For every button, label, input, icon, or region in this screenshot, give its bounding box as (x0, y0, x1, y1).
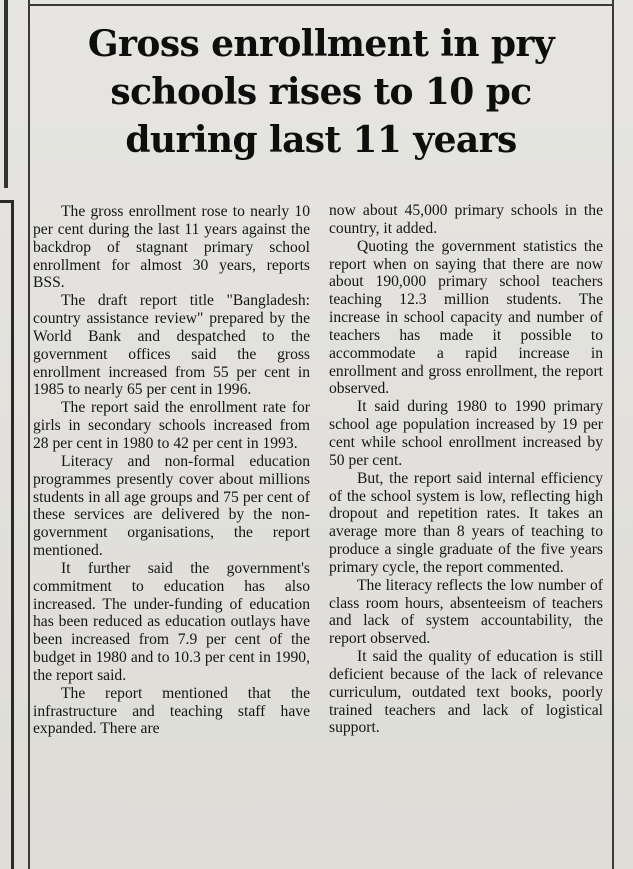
article-paragraph: The draft report title "Bangladesh: country assistance review" prepared by the World Bank and despatched to the government offices said the gross enrollment increased from 55 per cent in 1985 to nearly 65 per cent in 1996. (33, 292, 310, 399)
article-paragraph: Quoting the government statistics the report when on saying that there are now about 190,000 primary school teachers teaching 12.3 million students. The increase in school capacity and number of teachers has made it possible to accommodate a rapid increase in enrollment and gross enrollment, the report observed. (329, 237, 603, 398)
article-paragraph: But, the report said internal efficiency of the school system is low, reflecting high dropout and repetition rates. It takes an average more than 8 years of teaching to produce a single graduate of the five years primary cycle, the report commented. (329, 469, 603, 576)
left-edge-rule (4, 0, 8, 188)
article-paragraph: The report said the enrollment rate for girls in secondary schools increased from 28 per cent in 1980 to 42 per cent in 1993. (33, 399, 310, 452)
article-paragraph: It said the quality of education is still deficient because of the lack of relevance curriculum, outdated text books, poorly trained teachers and lack of logistical support. (329, 648, 603, 737)
article-paragraph: The report mentioned that the infrastructure and teaching staff have expanded. There are (33, 684, 310, 738)
article-paragraph: It further said the government's commitment to education has also increased. The under-funding of education has been reduced as education outlays have been increased from 7.9 per cent of the budget in 1980 and to 10.3 per cent in 1990, the report said. (33, 559, 310, 684)
article-paragraph: now about 45,000 primary schools in the country, it added. (329, 202, 603, 237)
column-rule-right (612, 0, 614, 869)
article-column-left (33, 203, 310, 738)
headline-line-2: schools rises to 10 pc (110, 71, 532, 113)
article-paragraph: The gross enrollment rose to nearly 10 per cent during the last 11 years against the backdrop of stagnant primary school enrollment for almost 30 years, reports BSS. (33, 203, 310, 292)
top-rule (30, 4, 612, 6)
adjacent-column-fragments (621, 0, 633, 869)
headline (30, 20, 612, 164)
article-paragraph: Literacy and non-formal education programmes presently cover about millions students in all age groups and 75 per cent of these services are delivered by the non-government organisations, the report mentioned. (33, 452, 310, 560)
article-paragraph: The literacy reflects the low number of class room hours, absenteeism of teachers and lack of system accountability, the report observed. (329, 576, 603, 648)
left-edge-frame (0, 200, 14, 869)
next-headline-cutoff (30, 857, 612, 869)
article-paragraph: It said during 1980 to 1990 primary school age population increased by 19 per cent while school enrollment increased by 50 per cent. (329, 398, 603, 469)
article-column-right (329, 202, 603, 737)
headline-line-1: Gross enrollment in pry (87, 23, 555, 65)
headline-line-3: during last 11 years (125, 119, 517, 161)
